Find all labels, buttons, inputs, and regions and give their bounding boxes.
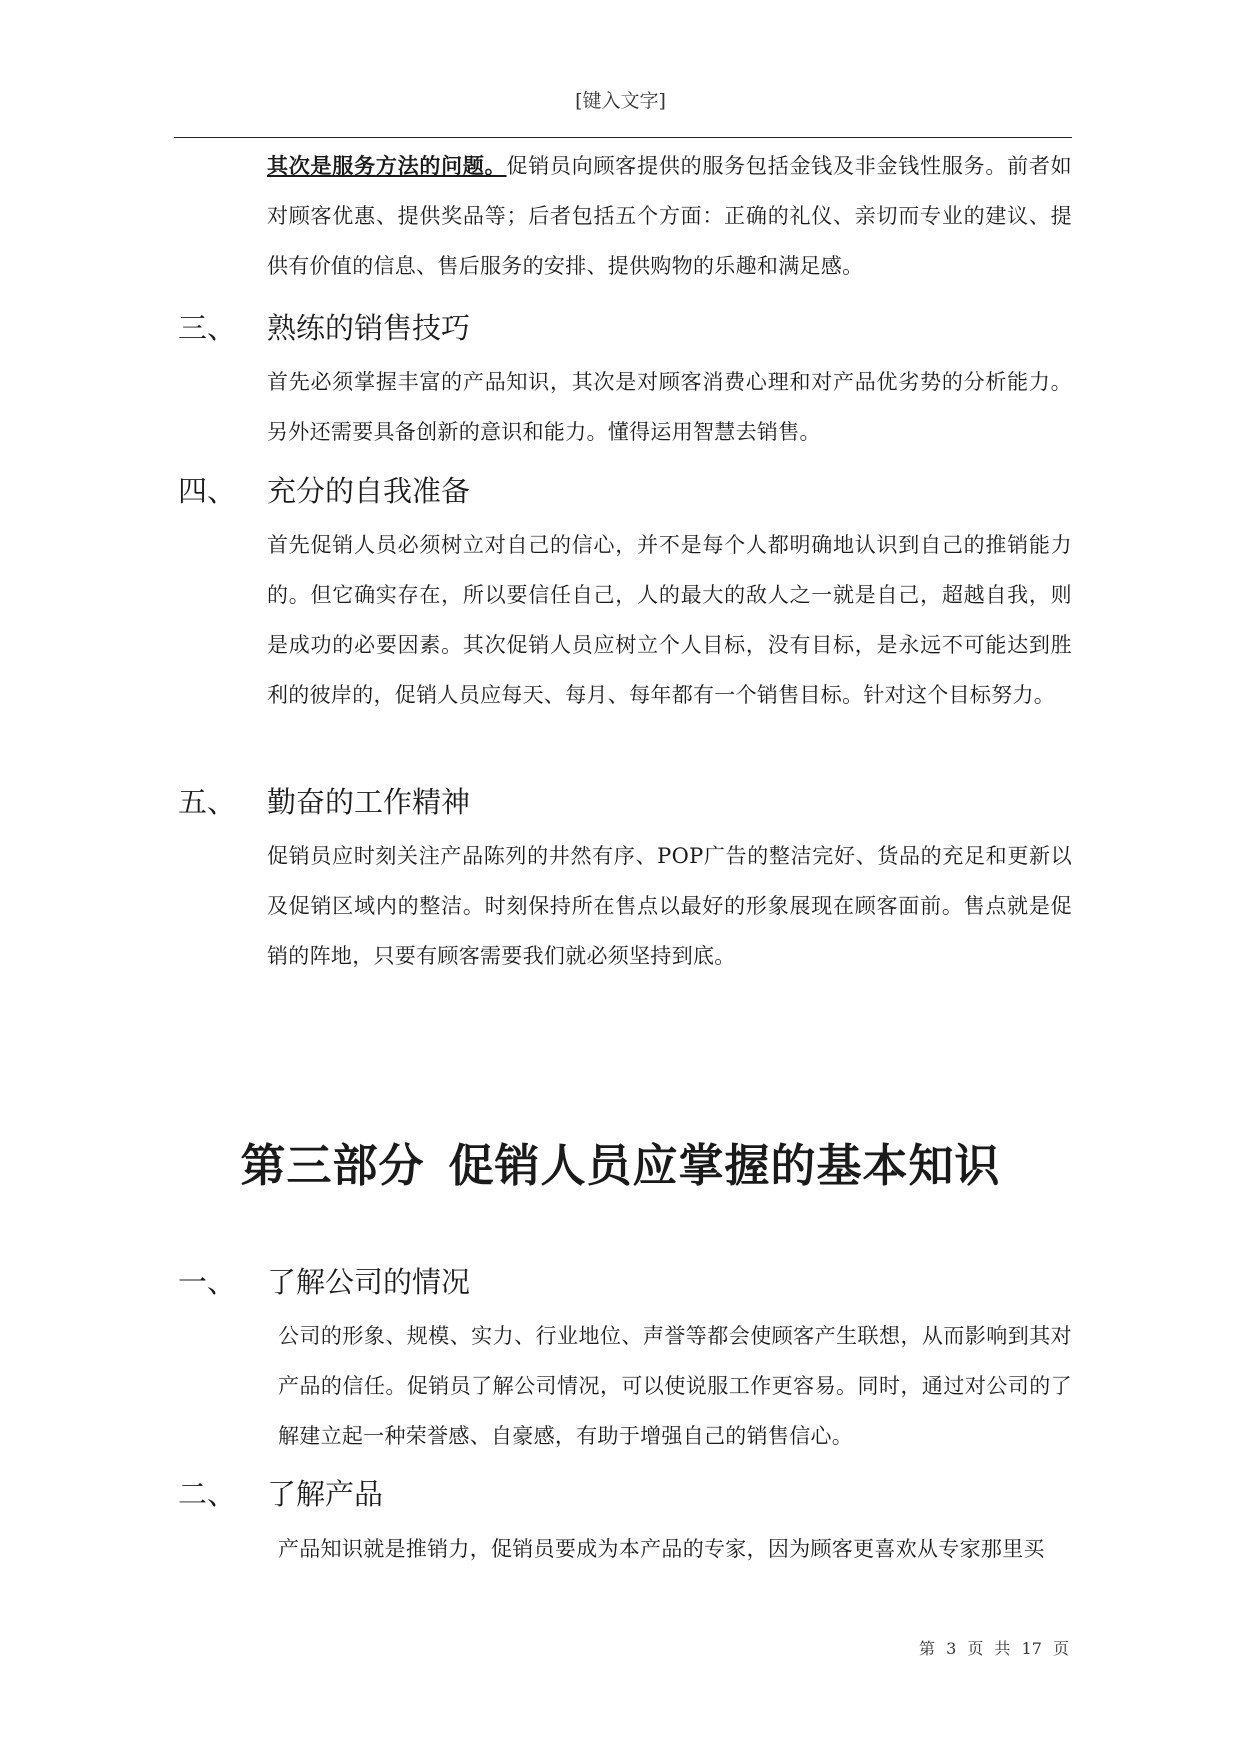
section-number: 五、 [178, 785, 237, 819]
section-number: 一、 [178, 1265, 237, 1299]
page-label-post: 页 [1052, 1639, 1069, 1658]
section-title: 勤奋的工作精神 [267, 785, 471, 819]
page-label-pre: 第 [918, 1639, 935, 1658]
page-footer [919, 1636, 1069, 1659]
part-title-left: 第三部分 [240, 1139, 425, 1192]
header-divider [174, 137, 1072, 138]
section-number: 三、 [178, 311, 237, 345]
section-title: 了解产品 [267, 1477, 384, 1511]
section-title: 熟练的销售技巧 [267, 311, 471, 345]
page-label-mid: 页 共 [967, 1639, 1011, 1658]
part-title-right: 促销人员应掌握的基本知识 [448, 1139, 1001, 1192]
section-2-paragraph: 产品知识就是推销力，促销员要成为本产品的专家，因为顾客更喜欢从专家那里买 [278, 1537, 1045, 1561]
page-current: 3 [946, 1639, 957, 1658]
section-1-paragraph: 公司的形象、规模、实力、行业地位、声誉等都会使顾客产生联想，从而影响到其对产品的信任。促销员了解公司情况，可以使说服工作更容易。同时，通过对公司的了解建立起一种荣誉感、自豪感，有助于增强自己的销售信心。 [278, 1324, 1072, 1448]
section-number: 二、 [178, 1477, 237, 1511]
section-4-paragraph: 首先促销人员必须树立对自己的信心，并不是每个人都明确地认识到自己的推销能力的。但它确实存在，所以要信任自己，人的最大的敌人之一就是自己，超越自我，则是成功的必要因素。其次促销人员应树立个人目标，没有目标，是永远不可能达到胜利的彼岸的，促销人员应每天、每月、每年都有一个销售目标。针对这个目标努力。 [267, 533, 1072, 707]
section-title: 了解公司的情况 [267, 1265, 471, 1299]
intro-body: 促销员向顾客提供的服务包括金钱及非金钱性服务。前者如对顾客优惠、提供奖品等；后者包括五个方面：正确的礼仪、亲切而专业的建议、提供有价值的信息、售后服务的安排、提供购物的乐趣和满足感。 [267, 154, 1072, 278]
section-number: 四、 [178, 474, 237, 508]
section-3-paragraph: 首先必须掌握丰富的产品知识，其次是对顾客消费心理和对产品优劣势的分析能力。另外还需要具备创新的意识和能力。懂得运用智慧去销售。 [267, 370, 1072, 444]
intro-lead: 其次是服务方法的问题。 [267, 153, 507, 178]
section-title: 充分的自我准备 [267, 474, 471, 508]
section-5-paragraph: 促销员应时刻关注产品陈列的井然有序、POP广告的整洁完好、货品的充足和更新以及促销区域内的整洁。时刻保持所在售点以最好的形象展现在顾客面前。售点就是促销的阵地，只要有顾客需要我们就必须坚持到底。 [267, 844, 1072, 968]
page-header: [键入文字] [575, 90, 666, 112]
part-title [0, 1136, 1241, 1196]
page-total: 17 [1021, 1639, 1042, 1658]
intro-paragraph [267, 141, 1072, 291]
